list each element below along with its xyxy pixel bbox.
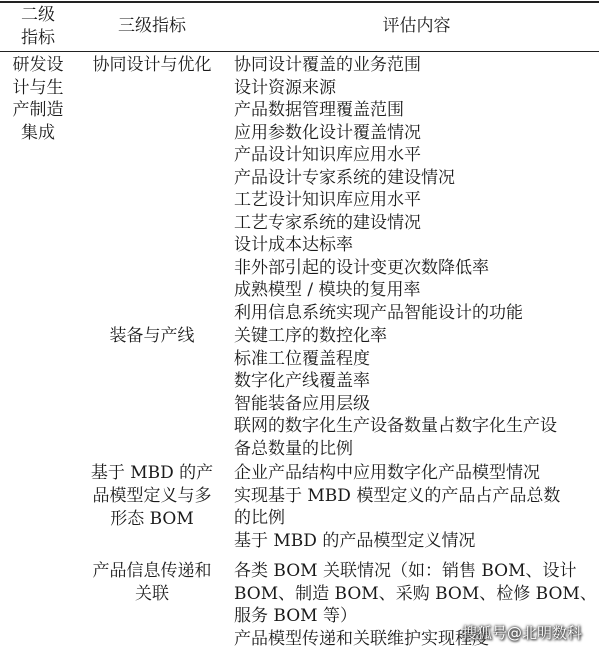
content-item: 产品设计专家系统的建设情况 — [234, 167, 455, 188]
header-level3: 三级指标 — [118, 16, 186, 36]
content-item: 成熟模型 / 模块的复用率 — [234, 280, 421, 300]
content-item: 非外部引起的设计变更次数降低率 — [234, 257, 489, 278]
content-item: 工艺专家系统的建设情况 — [234, 212, 421, 233]
header-bottom-rule — [0, 51, 599, 52]
content-item: 应用参数化设计覆盖情况 — [234, 122, 421, 143]
content-item: 的比例 — [234, 508, 285, 528]
watermark: 搜狐号@北明数科 — [462, 624, 583, 642]
content-item: 服务 BOM 等） — [234, 606, 357, 626]
content-item: 设计成本达标率 — [234, 235, 353, 255]
category-line: 研发设 — [12, 55, 64, 75]
content-item: 工艺设计知识库应用水平 — [234, 190, 421, 210]
group-name-line: 形态 BOM — [110, 509, 194, 529]
content-item: 设计资源来源 — [234, 77, 336, 98]
content-item: 实现基于 MBD 模型定义的产品占产品总数 — [234, 485, 561, 506]
content-item: 智能装备应用层级 — [234, 393, 370, 414]
header-content: 评估内容 — [382, 16, 451, 36]
content-item: 利用信息系统实现产品智能设计的功能 — [234, 302, 523, 323]
group-name-line: 关联 — [135, 584, 169, 604]
content-item: 各类 BOM 关联情况（如：销售 BOM、设计 — [234, 561, 577, 581]
content-item: 备总数量的比例 — [234, 438, 353, 459]
group-name-line: 产品信息传递和 — [92, 561, 212, 581]
content-item: 标准工位覆盖程度 — [234, 348, 370, 369]
content-item: 关键工序的数控化率 — [234, 326, 387, 346]
table-top-rule — [0, 1, 599, 3]
content-item: 产品数据管理覆盖范围 — [234, 100, 404, 120]
header-level2-line-2: 指标 — [21, 28, 55, 48]
category-line: 产制造 — [12, 100, 64, 120]
content-item: 数字化产线覆盖率 — [234, 371, 370, 391]
content-item: 企业产品结构中应用数字化产品模型情况 — [234, 463, 540, 483]
group-name-line: 装备与产线 — [109, 326, 195, 346]
group-name-line: 协同设计与优化 — [92, 55, 212, 75]
content-item: 协同设计覆盖的业务范围 — [234, 55, 421, 75]
group-name-line: 基于 MBD 的产 — [90, 463, 214, 483]
content-item: BOM、制造 BOM、采购 BOM、检修 BOM、 — [234, 583, 597, 604]
category-line: 计与生 — [12, 78, 64, 98]
group-name-line: 品模型定义与多 — [92, 486, 212, 506]
header-level2-line-1: 二级 — [21, 5, 55, 25]
content-item: 联网的数字化生产设备数量占数字化生产设 — [234, 416, 557, 436]
content-item: 产品模型传递和关联维护实现程度 — [234, 628, 489, 649]
category-line: 集成 — [21, 123, 55, 143]
content-item: 基于 MBD 的产品模型定义情况 — [234, 530, 476, 551]
content-item: 产品设计知识库应用水平 — [234, 145, 421, 165]
